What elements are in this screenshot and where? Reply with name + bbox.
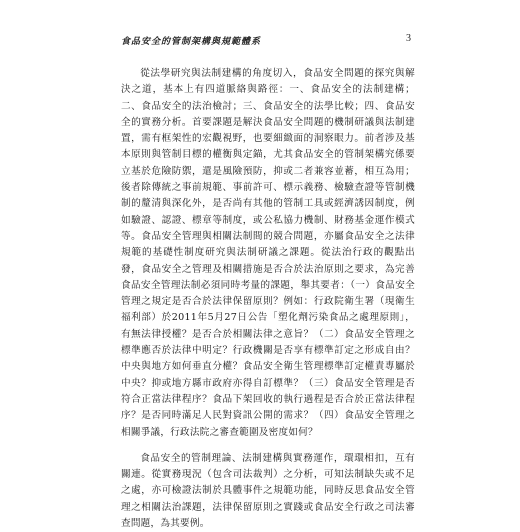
chapter-title: 食品安全的管制架構與規範體系 bbox=[121, 37, 262, 47]
paragraph-1: 從法學研究與法制建構的角度切入，食品安全問題的探究與解決之道，基本上有四道脈絡與路徑：一、食品安全的法制建構；二、食品安全的法治檢討；三、食品安全的法學比較；四、食品安全的實務分析。首要課題是解決食品安全問題的機制研議與法制建置，需有框架性的宏觀視野，也要細緻面的洞察眼力。前者涉及基本原則與管制目標的權衡與定錨，尤其食品安全的管制架構究係要立基於危險防禦，還是風險預防，抑或二者兼容並蓄，相互為用；後者除傳統之事前規範、事前許可、標示義務、檢驗查證等管制機制的釐清與深化外，是否尚有其他的管制工具或經濟誘因制度，例如驗證、認證、標章等制度，或公私協力機制、財務基金運作模式等。食品安全管理與相關法制間的競合問題，亦屬食品安全之法律規範的基礎性制度研究與法制研議之課題。從法治行政的觀點出發，食品安全之管理及相關措施是否合於法治原則之要求，為完善食品安全管理法制必須同時考量的課題，舉其要者：（一）食品安全管理之規定是否合於法律保留原則？例如：行政院衛生署（現衛生福利部）於2011年5月27日公告「塑化劑污染食品之處理原則」，有無法律授權？是否合於相關法律之意旨？（二）食品安全管理之標準應否於法律中明定？行政機關是否享有標準訂定之形成自由？中央與地方如何垂直分權？食品安全衛生管理標準訂定權責專屬於中央？抑或地方縣市政府亦得自訂標準？（三）食品安全管理是否符合正當法律程序？食品下架回收的執行過程是否合於正當法律程序？是否同時滿足人民對資訊公開的需求？（四）食品安全管理之相關爭議，行政法院之審查範圍及密度如何？ bbox=[121, 68, 415, 438]
page-number: 3 bbox=[406, 33, 411, 44]
paragraph-2: 食品安全的管制理論、法制建構與實務運作，環環相扣，互有關連。從實務現況（包含司法裁判）之分析，可知法制缺失或不足之處，亦可檢證法制於具體事件之規範功能，同時反思食品安全管理之相關法治課題，法律保留原則之實踐或食品安全行政之司法審查問題，為其要例。 bbox=[121, 452, 415, 530]
running-header bbox=[121, 34, 411, 46]
body-text bbox=[121, 66, 415, 532]
